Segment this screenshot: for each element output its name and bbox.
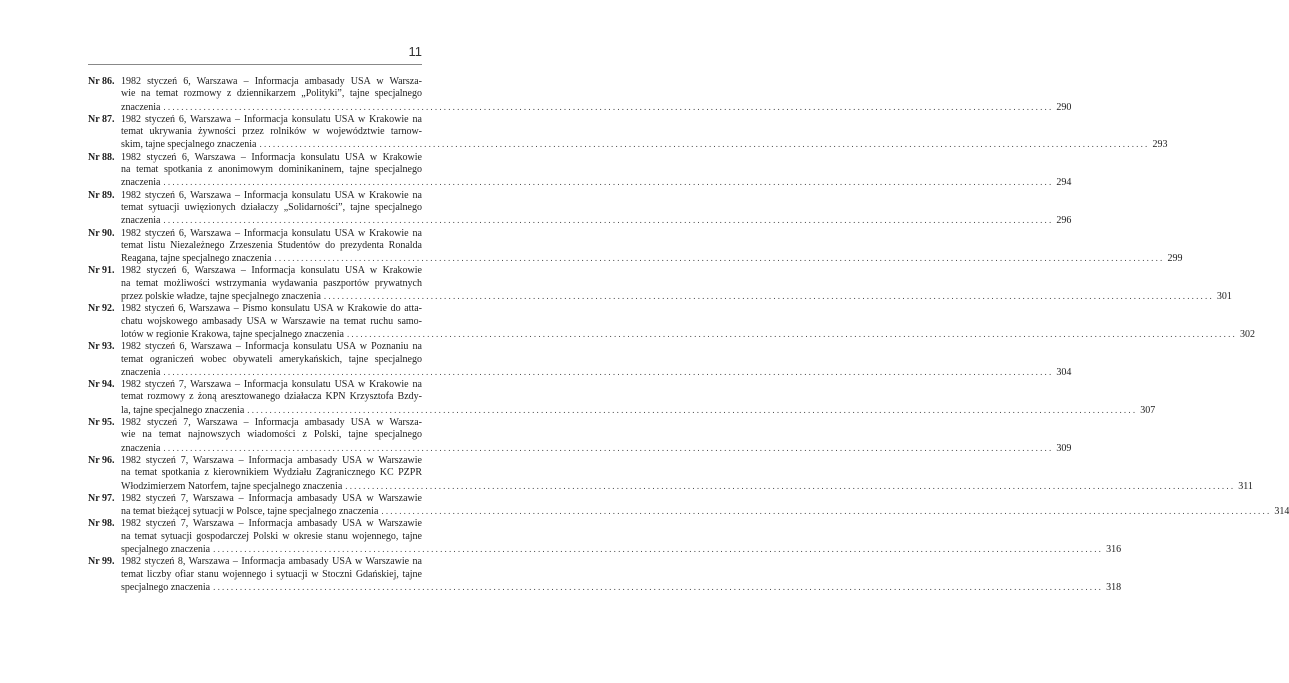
toc-entry-title-line: 1982 styczeń 6, Warszawa – Informacja konsulatu USA w Krakowie na xyxy=(121,189,422,201)
toc-entry-title-end: znaczenia xyxy=(121,366,161,378)
toc-entry-last-line xyxy=(121,480,1253,493)
toc-entry xyxy=(88,303,1255,341)
toc-entry-title-end: na temat bieżącej sytuacji w Polsce, tajne specjalnego znaczenia xyxy=(121,506,379,518)
toc-entry-body xyxy=(121,303,1255,341)
toc-entry-title-line: 1982 styczeń 7, Warszawa – Informacja ambasady USA w Warszawie xyxy=(121,492,422,504)
toc-entry-number: Nr 86. xyxy=(88,76,115,87)
toc-entry-body xyxy=(121,113,1168,152)
dot-leader: ........................................................................................................................................................................................................ xyxy=(323,291,1214,302)
toc-entry xyxy=(88,151,1072,190)
toc-entry-body xyxy=(121,556,1122,594)
dot-leader: ........................................................................................................................................................................................................ xyxy=(345,480,1236,491)
header-rule xyxy=(88,64,422,65)
toc-entry-last-line xyxy=(121,252,1183,265)
dot-leader: ........................................................................................................................................................................................................ xyxy=(163,442,1054,453)
toc-entry xyxy=(88,379,1156,417)
toc-entry-title-line: 1982 styczeń 6, Warszawa – Informacja konsulatu USA w Poznaniu na xyxy=(121,341,422,353)
toc-entry-title-line: temat rozmowy z żoną aresztowanego działacza KPN Krzysztofa Bzdy- xyxy=(121,391,422,403)
toc-entry-page: 316 xyxy=(1106,543,1122,555)
toc-entry-number: Nr 96. xyxy=(88,454,115,466)
toc-entry-page: 296 xyxy=(1056,215,1072,227)
toc-entry-title-line: temat ukrywania żywności przez rolników w województwie tarnow- xyxy=(121,126,422,138)
toc-entry-page: 314 xyxy=(1274,506,1289,518)
dot-leader: ........................................................................................................................................................................................................ xyxy=(213,581,1104,592)
toc-entry-body xyxy=(121,454,1253,493)
toc-entry-number: Nr 88. xyxy=(88,151,115,163)
toc-entry-number: Nr 91. xyxy=(88,265,115,277)
toc-entry-body xyxy=(121,151,1072,190)
toc-entry-number: Nr 99. xyxy=(88,556,115,568)
toc-entry-last-line xyxy=(121,581,1122,594)
toc-entry-body xyxy=(121,417,1072,455)
toc-entry-last-line xyxy=(121,290,1232,303)
toc-entry-title-line: 1982 styczeń 6, Warszawa – Informacja konsulatu USA w Krakowie xyxy=(121,151,422,163)
toc-entry-body xyxy=(121,227,1183,266)
toc-entry-title-end: Reagana, tajne specjalnego znaczenia xyxy=(121,253,272,265)
toc-entry-number: Nr 97. xyxy=(88,492,115,504)
dot-leader: ........................................................................................................................................................................................................ xyxy=(163,177,1054,188)
toc-entry-number: Nr 87. xyxy=(88,113,115,125)
toc-entry xyxy=(88,556,1122,594)
toc-entry-number: Nr 98. xyxy=(88,518,115,530)
toc-entry-body xyxy=(121,379,1156,417)
toc-entry-title-line: temat ograniczeń wobec obywateli amerykańskich, tajne specjalnego xyxy=(121,353,422,365)
toc-entry-page: 311 xyxy=(1238,480,1253,492)
toc-entry-title-end: specjalnego znaczenia xyxy=(121,543,211,555)
toc-entry-body xyxy=(121,76,1072,114)
toc-entry-number: Nr 94. xyxy=(88,379,115,391)
toc-entry-last-line xyxy=(121,214,1072,227)
toc-entry-page: 302 xyxy=(1239,328,1255,340)
toc-entry-title-line: temat listu Niezależnego Zrzeszenia Studentów do prezydenta Ronalda xyxy=(121,239,422,251)
page-number: 11 xyxy=(408,44,422,59)
toc-entry-page: 293 xyxy=(1152,139,1168,151)
toc-entry-title-line: na temat spotkania z kierownikiem Wydziału Zagranicznego KC PZPR xyxy=(121,467,422,479)
toc-entry-title-line: temat sytuacji uwięzionych działaczy „Solidarności”, tajne specjalnego xyxy=(121,201,422,213)
toc-entry xyxy=(88,189,1072,228)
toc-entry-title-line: 1982 styczeń 7, Warszawa – Informacja ambasady USA w Warsza- xyxy=(121,417,422,429)
toc-entry-title-end: lotów w regionie Krakowa, tajne specjalnego znaczenia xyxy=(121,328,344,340)
toc-entry-last-line xyxy=(121,366,1072,379)
toc-entry-last-line xyxy=(121,138,1168,151)
toc-entry xyxy=(88,417,1072,455)
toc-entry-body xyxy=(121,265,1232,303)
toc-entry-last-line xyxy=(121,176,1072,189)
dot-leader: ........................................................................................................................................................................................................ xyxy=(213,543,1104,554)
toc-entry xyxy=(88,341,1072,379)
toc-entry-title-end: znaczenia xyxy=(121,442,161,454)
toc-entry-body xyxy=(121,518,1122,556)
toc-entry-title-end: przez polskie władze, tajne specjalnego znaczenia xyxy=(121,291,321,303)
toc-entry-page: 318 xyxy=(1106,581,1122,593)
dot-leader: ........................................................................................................................................................................................................ xyxy=(346,328,1237,339)
toc-entry-title-end: znaczenia xyxy=(121,177,161,189)
toc-entry-title-line: na temat spotkania z anonimowym dominikaninem, tajne specjalnego xyxy=(121,164,422,176)
toc-entry-page: 290 xyxy=(1056,101,1072,113)
toc-entry-page: 309 xyxy=(1056,442,1072,454)
toc-entry-body xyxy=(121,341,1072,379)
toc-entry-title-end: znaczenia xyxy=(121,101,161,113)
toc-entry-title-line: 1982 styczeń 6, Warszawa – Informacja konsulatu USA w Krakowie xyxy=(121,265,422,277)
toc-entry-title-line: 1982 styczeń 6, Warszawa – Pismo konsulatu USA w Krakowie do atta- xyxy=(121,303,422,315)
toc-entry-page: 294 xyxy=(1056,177,1072,189)
toc-entry-title-end: znaczenia xyxy=(121,215,161,227)
toc-entry xyxy=(88,227,1183,266)
dot-leader: ........................................................................................................................................................................................................ xyxy=(163,366,1054,377)
toc-entry xyxy=(88,265,1232,303)
toc-entry-number: Nr 95. xyxy=(88,417,115,429)
toc-entry-title-line: 1982 styczeń 7, Warszawa – Informacja ambasady USA w Warszawie xyxy=(121,454,422,466)
toc-entry xyxy=(88,518,1122,556)
toc-entry-title-line: 1982 styczeń 8, Warszawa – Informacja ambasady USA w Warszawie na xyxy=(121,556,422,568)
toc-entry-title-line: 1982 styczeń 6, Warszawa – Informacja ambasady USA w Warsza- xyxy=(121,76,422,87)
toc-entry-title-end: specjalnego znaczenia xyxy=(121,581,211,593)
dot-leader: ........................................................................................................................................................................................................ xyxy=(163,101,1054,112)
table-of-contents xyxy=(88,76,1289,594)
toc-entry-last-line xyxy=(121,543,1122,556)
toc-entry xyxy=(88,492,1289,519)
toc-entry-title-end: skim, tajne specjalnego znaczenia xyxy=(121,139,257,151)
toc-entry-title-end: la, tajne specjalnego znaczenia xyxy=(121,404,245,416)
toc-entry-title-line: chatu wojskowego ambasady USA w Warszawie na temat ruchu samo- xyxy=(121,315,422,327)
toc-entry xyxy=(88,113,1168,152)
dot-leader: ........................................................................................................................................................................................................ xyxy=(163,215,1054,226)
toc-entry-last-line xyxy=(121,505,1289,518)
toc-entry-number: Nr 89. xyxy=(88,189,115,201)
toc-entry-title-line: wie na temat najnowszych wiadomości z Polski, tajne specjalnego xyxy=(121,429,422,441)
toc-entry xyxy=(88,76,1072,114)
toc-entry-title-line: temat liczby ofiar stanu wojennego i sytuacji w Stoczni Gdańskiej, tajne xyxy=(121,568,422,580)
dot-leader: ........................................................................................................................................................................................................ xyxy=(274,253,1165,264)
dot-leader: ........................................................................................................................................................................................................ xyxy=(259,139,1150,150)
toc-entry-title-end: Włodzimierzem Natorfem, tajne specjalnego znaczenia xyxy=(121,480,343,492)
toc-entry-title-line: 1982 styczeń 6, Warszawa – Informacja konsulatu USA w Krakowie na xyxy=(121,113,422,125)
dot-leader: ........................................................................................................................................................................................................ xyxy=(247,404,1138,415)
dot-leader: ........................................................................................................................................................................................................ xyxy=(381,506,1272,517)
toc-entry-page: 304 xyxy=(1056,366,1072,378)
toc-entry-last-line xyxy=(121,404,1156,417)
toc-entry-number: Nr 90. xyxy=(88,227,115,239)
toc-entry-last-line xyxy=(121,442,1072,455)
toc-entry-body xyxy=(121,492,1289,519)
toc-entry-page: 301 xyxy=(1216,291,1232,303)
toc-entry-body xyxy=(121,189,1072,228)
toc-entry-page: 307 xyxy=(1140,404,1156,416)
toc-entry-title-line: 1982 styczeń 6, Warszawa – Informacja konsulatu USA w Krakowie na xyxy=(121,227,422,239)
toc-entry-title-line: 1982 styczeń 7, Warszawa – Informacja ambasady USA w Warszawie xyxy=(121,518,422,530)
toc-entry-title-line: na temat możliwości wstrzymania wydawania paszportów prywatnych xyxy=(121,277,422,289)
toc-entry-last-line xyxy=(121,328,1255,341)
toc-entry-title-line: na temat sytuacji gospodarczej Polski w okresie stanu wojennego, tajne xyxy=(121,530,422,542)
toc-entry-number: Nr 93. xyxy=(88,341,115,353)
toc-entry-title-line: 1982 styczeń 7, Warszawa – Informacja konsulatu USA w Krakowie na xyxy=(121,379,422,391)
toc-entry-page: 299 xyxy=(1167,253,1183,265)
toc-entry xyxy=(88,454,1253,493)
toc-entry-number: Nr 92. xyxy=(88,303,115,315)
toc-entry-title-line: wie na temat rozmowy z dziennikarzem „Polityki”, tajne specjalnego xyxy=(121,88,422,100)
toc-entry-last-line xyxy=(121,101,1072,114)
